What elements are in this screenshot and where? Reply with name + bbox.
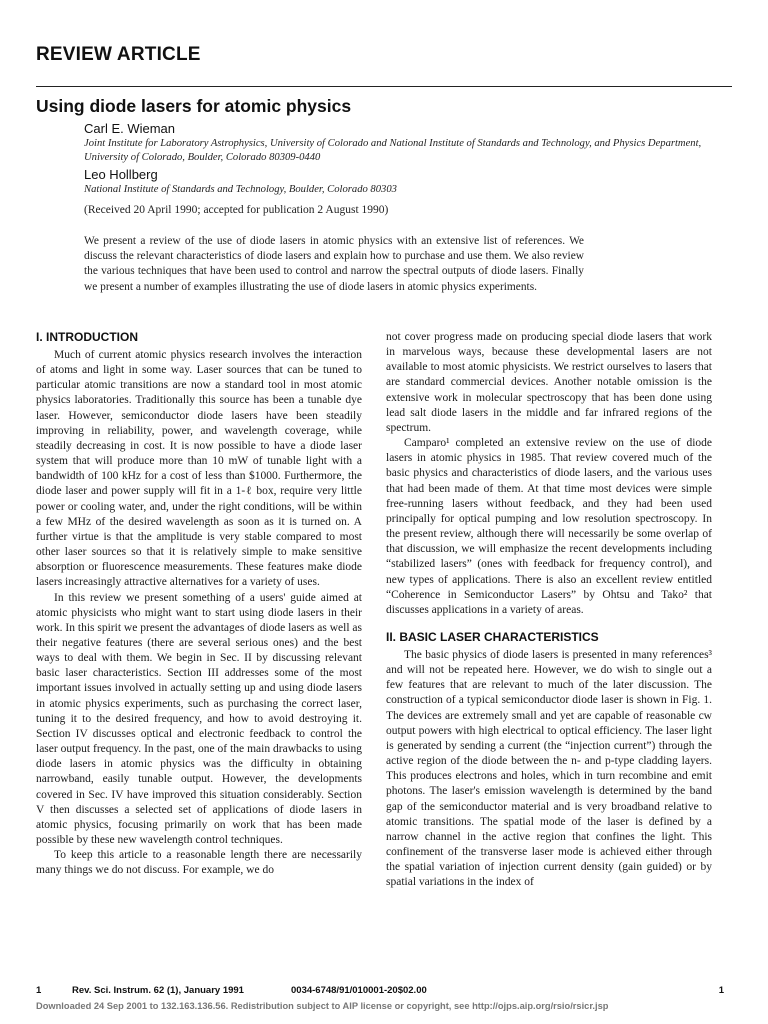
page-number: 1 [718,985,724,996]
publication-code: 0034-6748/91/010001-20$02.00 [291,985,427,996]
author-name: Carl E. Wieman [84,121,176,136]
page-number: 1 [36,985,42,996]
left-column [36,330,362,878]
right-column [386,330,712,890]
abstract [84,234,584,295]
body-paragraph: In this review we present something of a users' guide aimed at atomic physicists who might want to start using diode lasers in their work. In this spirit we present the advantages of diode lasers as well as their negative features (there are several serious ones) and the best ways to deal with them. We begin in Sec. II by discussing relevant basic laser characteristics. Section III addresses some of the most important issues involved in actually setting up and using diode lasers in atomic physics experiments, such as purchasing the correct laser, tuning it to the desired frequency, and how to avoid destroying it. Section IV discusses optical and electronic feedback to control the laser output frequency. In the past, one of the main drawbacks to using diode lasers in atomic physics was the difficulty in obtaining narrowband, easily tunable output. However, the developments covered in Sec. IV have improved this situation considerably. Section V then discusses a selected set of applications of diode lasers in atomic physics, focusing primarily on work that has been made possible by these new wavelength control techniques. [36,591,362,846]
header-rule [36,86,732,87]
page-footer [36,985,732,999]
article-type-label: REVIEW ARTICLE [36,44,201,65]
body-paragraph: Much of current atomic physics research involves the interaction of atoms and light in some way. Laser sources that can be tuned to particular atomic transitions are now a standard tool in most atomic physics laboratories. Traditionally this source has been a tunable dye laser. However, semiconductor diode lasers have been steadily improving in reliability, power, and wavelength coverage, while steadily decreasing in cost. It is now possible to have a diode laser system that will produce more than 10 mW of tunable light with a bandwidth of 100 kHz for a cost of less than $1000. Furthermore, the diode laser and power supply will fit in a 1-ℓ box, require very little power or cooling water, and, under the right conditions, will be within a few MHz of the desired wavelength as soon as it is turned on. A further virtue is that the amplitude is very stable compared to most other laser sources so that it is relatively simple to make sensitive absorption or fluorescence measurements. These features make diode lasers increasingly attractive alternatives for a variety of uses. [36,349,362,589]
author-block [84,121,704,218]
author-name: Leo Hollberg [84,167,158,182]
author-affiliation: Joint Institute for Laboratory Astrophysics, University of Colorado and National Institute of Standards and Technology, and Physics Department, University of Colorado, Boulder, Colorado 80309-0440 [84,138,702,163]
section-heading-introduction: I. INTRODUCTION [36,330,138,344]
author-affiliation: National Institute of Standards and Technology, Boulder, Colorado 80303 [84,184,397,195]
body-paragraph: Camparo¹ completed an extensive review on the use of diode lasers in atomic physics in 1985. That review covered much of the basic physics and characteristics of diode lasers, and the various uses that had been made of them. At that time most devices were simple free-running lasers without feedback, and they had been used principally for optical pumping and low resolution spectroscopy. In the present review, although there will necessarily be some overlap of that discussion, we will emphasize the recent developments including “stabilized lasers” (ones with feedback for frequency control), and new types of applications. There is also an excellent review entitled “Coherence in Semiconductor Lasers” by Ohtsu and Tako² that discusses applications in a variety of areas. [386,437,712,616]
received-dates: (Received 20 April 1990; accepted for publication 2 August 1990) [84,204,389,216]
section-heading-basic-laser-characteristics: II. BASIC LASER CHARACTERISTICS [386,629,599,644]
download-notice: Downloaded 24 Sep 2001 to 132.163.136.56. Redistribution subject to AIP license or copyright, see http://ojps.aip.org/rsio/rsicr.jsp [36,1001,609,1011]
body-paragraph: not cover progress made on producing special diode lasers that work in marvelous ways, because these developmental lasers are not available to most atomic physicists. We restrict ourselves to lasers that are standard commercial devices. Another notable omission is the extensive work in molecular spectroscopy that has been done using lead salt diode lasers in the middle and far infrared regions of the spectrum. [386,331,712,434]
journal-citation: Rev. Sci. Instrum. 62 (1), January 1991 [72,985,244,996]
body-paragraph: The basic physics of diode lasers is presented in many references³ and will not be repeated here. However, we do wish to single out a few features that are relevant to much of the later discussion. The construction of a typical semiconductor diode laser is shown in Fig. 1. The devices are extremely small and yet are capable of reasonable cw output powers with high electrical to optical efficiency. The laser light is generated by sending a current (the “injection current”) through the active region of the diode between the n- and p-type cladding layers. This produces electrons and holes, which in turn recombine and emit photons. The laser's emission wavelength is determined by the band gap of the semiconductor material and is very broadband relative to atomic transitions. The spatial mode of the laser is defined by a narrow channel in the active region that confines the light. This confinement of the transverse laser mode is achieved either through the spatial variation of injection current density (gain guided) or by spatial variations in the index of [386,648,712,889]
abstract-text: We present a review of the use of diode lasers in atomic physics with an extensive list of references. We discuss the relevant characteristics of diode lasers and explain how to purchase and use them. We also review the various techniques that have been used to control and narrow the spectral outputs of diode lasers. Finally we present a number of examples illustrating the use of diode lasers in atomic physics experiments. [84,235,584,293]
article-title: Using diode lasers for atomic physics [36,96,352,116]
body-paragraph: To keep this article to a reasonable length there are necessarily many things we do not discuss. For example, we do [36,849,362,877]
